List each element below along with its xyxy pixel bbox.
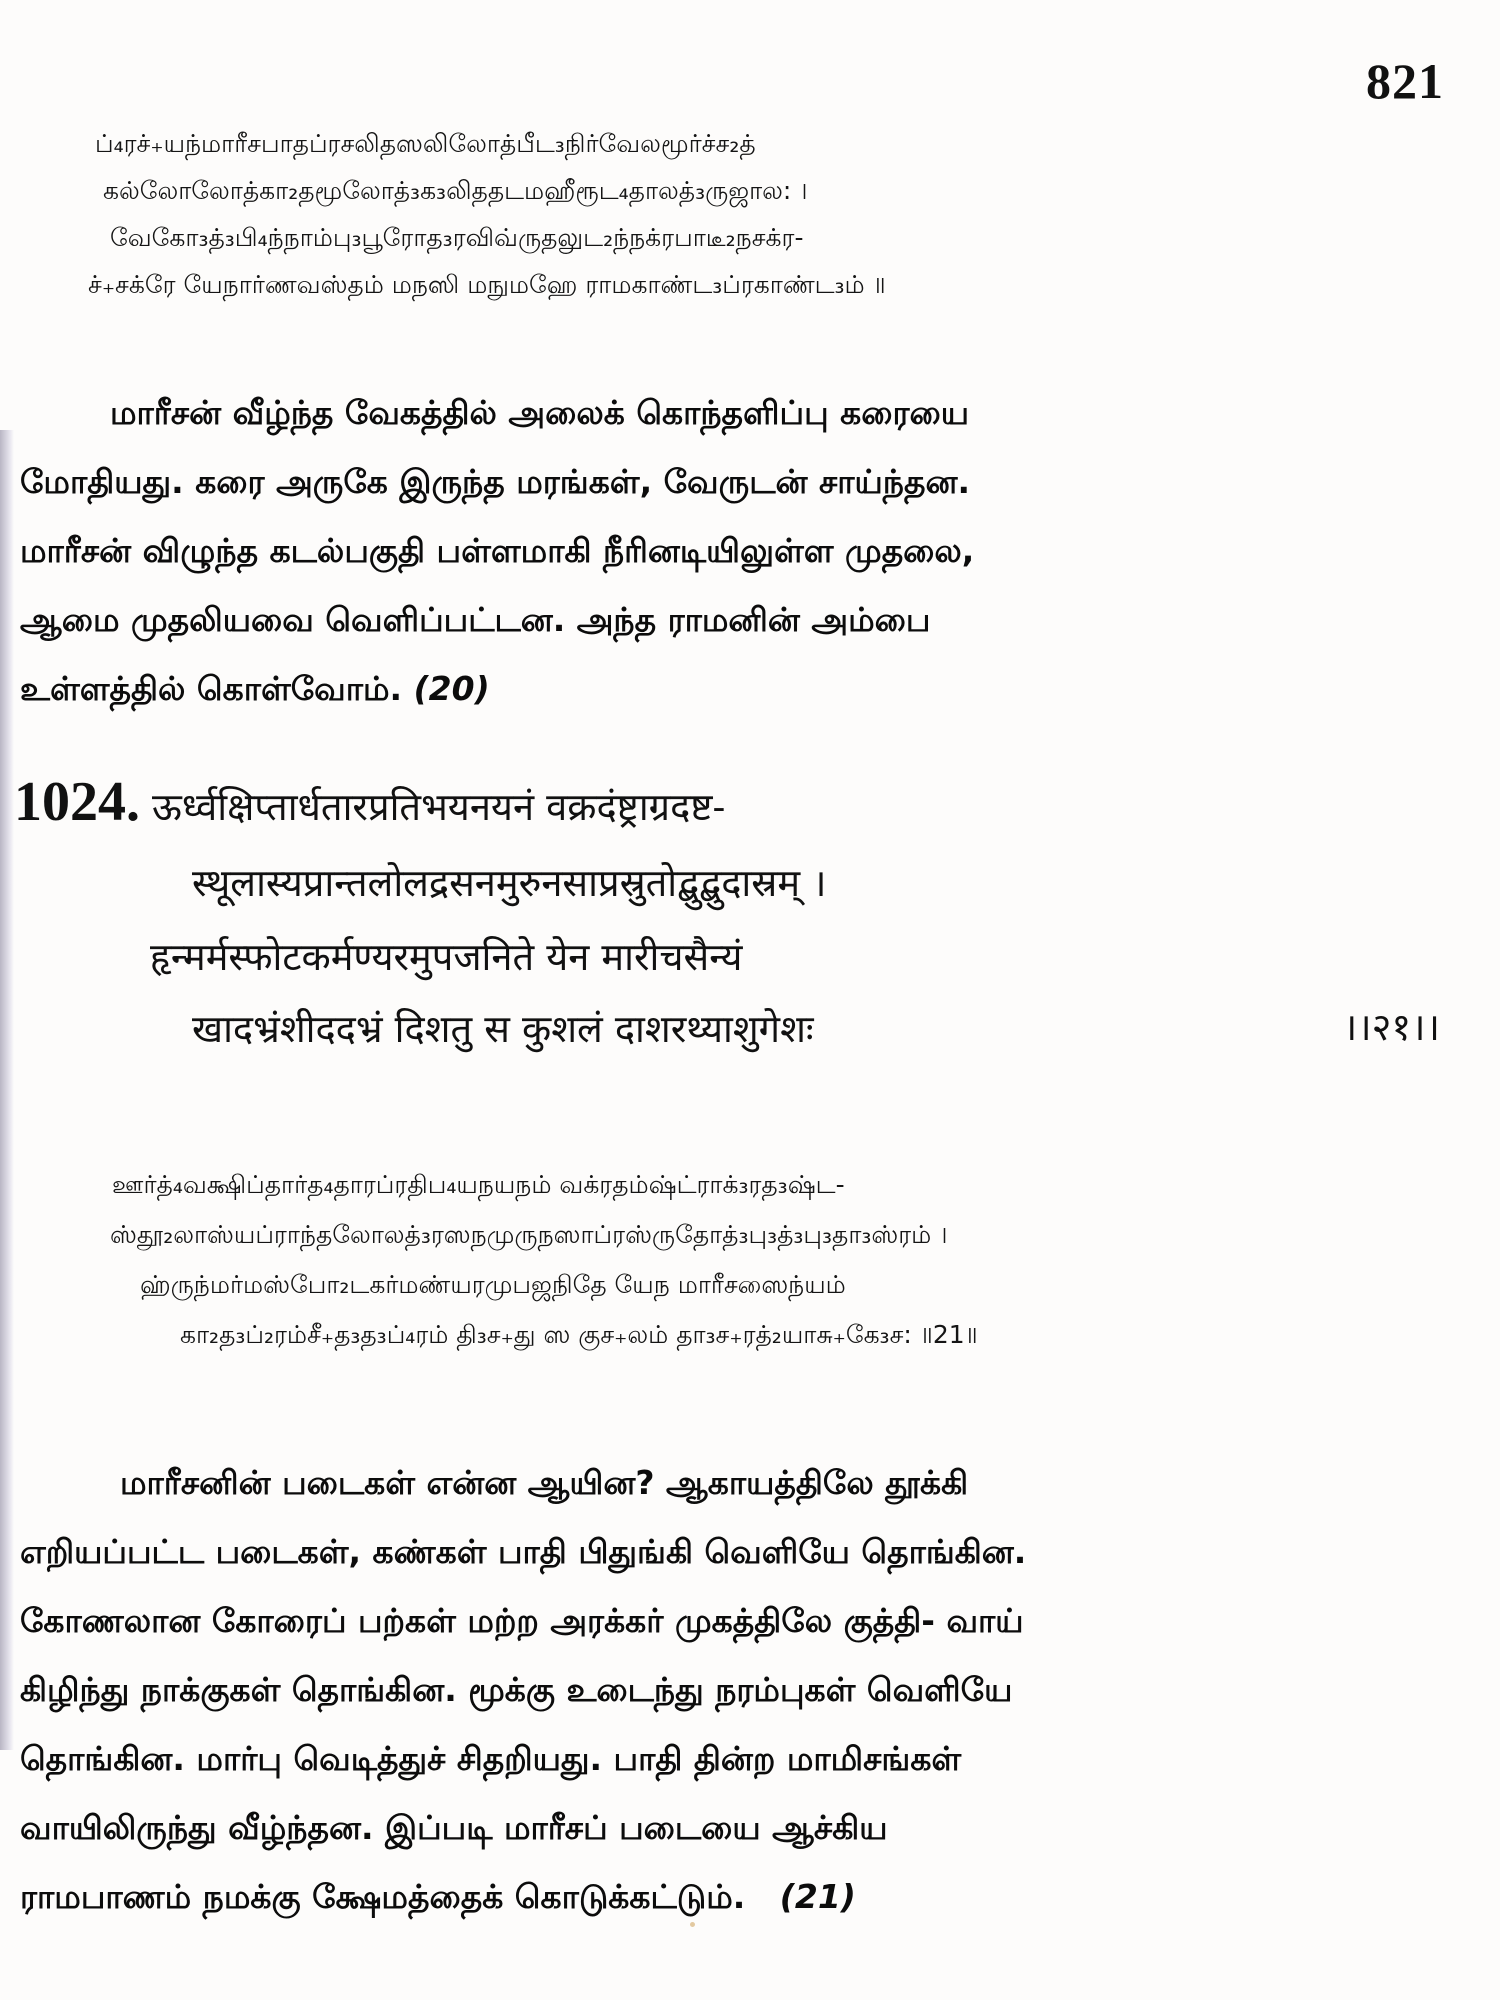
commentary-line: மாரீசன் விழுந்த கடல்பகுதி பள்ளமாகி நீரினடியிலுள்ள முதலை,	[20, 531, 975, 570]
transliteration-block-21	[0, 1160, 978, 1360]
page-number: 821	[1366, 53, 1444, 109]
commentary-line: கிழிந்து நாக்குகள் தொங்கின. மூக்கு உடைந்து நரம்புகள் வெளியே	[20, 1670, 1013, 1709]
commentary-text: ராமபாணம் நமக்கு க்ஷேமத்தைக் கொடுக்கட்டும்.	[20, 1877, 746, 1916]
commentary-text: உள்ளத்தில் கொள்வோம்.	[20, 669, 403, 708]
commentary-last-line	[20, 1862, 1445, 1931]
transliteration-line: ச்₊சக்ரே யேநார்ணவஸ்தம் மநஸி மநுமஹே ராமகாண்ட₃ப்ரகாண்ட₃ம் ॥	[88, 270, 886, 299]
commentary-line: தொங்கின. மார்பு வெடித்துச் சிதறியது. பாதி தின்ற மாமிசங்கள்	[20, 1739, 962, 1778]
sanskrit-line: स्थूलास्यप्रान्तलोलद्रसनमुरुनसाप्रस्रुतोद्बुद्बुदास्रम् ।	[192, 861, 827, 905]
transliteration-line: கல்லோலோத்கா₂தமூலோத்₃க₃லிததடமஹீரூட₄தாலத்₃ருஜால: ।	[103, 176, 808, 205]
sanskrit-line: खादभ्रंशीददभ्रं दिशतु स कुशलं दाशरथ्याशुगेशः	[192, 1007, 814, 1051]
transliteration-line: கா₂த₃ப்₂ரம்சீ₊த₃த₃ப்₄ரம் தி₃ச₊து ஸ குச₊லம் தா₃ச₊ரத்₂யாசு₊கே₃ச: ॥21॥	[180, 1320, 978, 1349]
commentary-last-line	[20, 654, 1445, 723]
paper-speck	[690, 1922, 695, 1927]
commentary-line: கோணலான கோரைப் பற்கள் மற்ற அரக்கர் முகத்திலே குத்தி- வாய்	[20, 1601, 1024, 1640]
transliteration-line: ஊர்த்₄வக்ஷிப்தார்த₄தாரப்ரதிப₄யநயநம் வக்ரதம்ஷ்ட்ராக்₃ரத₃ஷ்ட-	[112, 1170, 845, 1199]
verse-number: 1024.	[14, 771, 140, 833]
page-edge-shadow	[0, 430, 14, 1750]
verse-reference-number: (20)	[413, 669, 490, 708]
transliteration-block-20	[0, 120, 886, 308]
sanskrit-line: ऊर्ध्वक्षिप्तार्धतारप्रतिभयनयनं वक्रदंष्ट्राग्रदष्ट-	[152, 785, 726, 829]
commentary-line: ஆமை முதலியவை வெளிப்பட்டன. அந்த ராமனின் அம்பை	[20, 600, 931, 639]
verse-end-mark: ।।२१।।	[1342, 1005, 1440, 1049]
commentary-line: எறியப்பட்ட படைகள், கண்கள் பாதி பிதுங்கி வெளியே தொங்கின.	[20, 1532, 1027, 1571]
commentary-line: மாரீசனின் படைகள் என்ன ஆயின? ஆகாயத்திலே தூக்கி	[120, 1463, 969, 1502]
sanskrit-line: हृन्मर्मस्फोटकर्मण्यरमुपजनिते येन मारीचसैन्यं	[150, 935, 743, 979]
commentary-line: மோதியது. கரை அருகே இருந்த மரங்கள், வேருடன் சாய்ந்தன.	[20, 462, 970, 501]
transliteration-line: ஸ்தூ₂லாஸ்யப்ராந்தலோலத்₃ரஸநமுருநஸாப்ரஸ்ருதோத்₃பு₃த்₃பு₃தா₃ஸ்ரம் ।	[110, 1220, 948, 1249]
commentary-paragraph-21	[20, 1448, 1445, 1931]
commentary-line: வாயிலிருந்து வீழ்ந்தன. இப்படி மாரீசப் படையை ஆச்கிய	[20, 1808, 888, 1847]
transliteration-line: ஹ்ருந்மர்மஸ்போ₂டகர்மண்யரமுபஜநிதே யேந மாரீசஸைந்யம்	[140, 1270, 846, 1299]
commentary-paragraph-20	[20, 378, 1445, 723]
transliteration-line: ப்₄ரச்₊யந்மாரீசபாதப்ரசலிதஸலிலோத்பீட₃நிர்வேலமூர்ச்ச₂த்	[95, 129, 756, 158]
transliteration-line: வேகோ₃த்₃பி₄ந்நாம்பு₃பூரோத₃ரவிவ்ருதலுட₂ந்நக்ரபாடீ₂நசக்ர-	[110, 223, 804, 252]
verse-reference-number: (21)	[779, 1877, 856, 1916]
commentary-line: மாரீசன் வீழ்ந்த வேகத்தில் அலைக் கொந்தளிப்பு கரையை	[110, 393, 970, 432]
